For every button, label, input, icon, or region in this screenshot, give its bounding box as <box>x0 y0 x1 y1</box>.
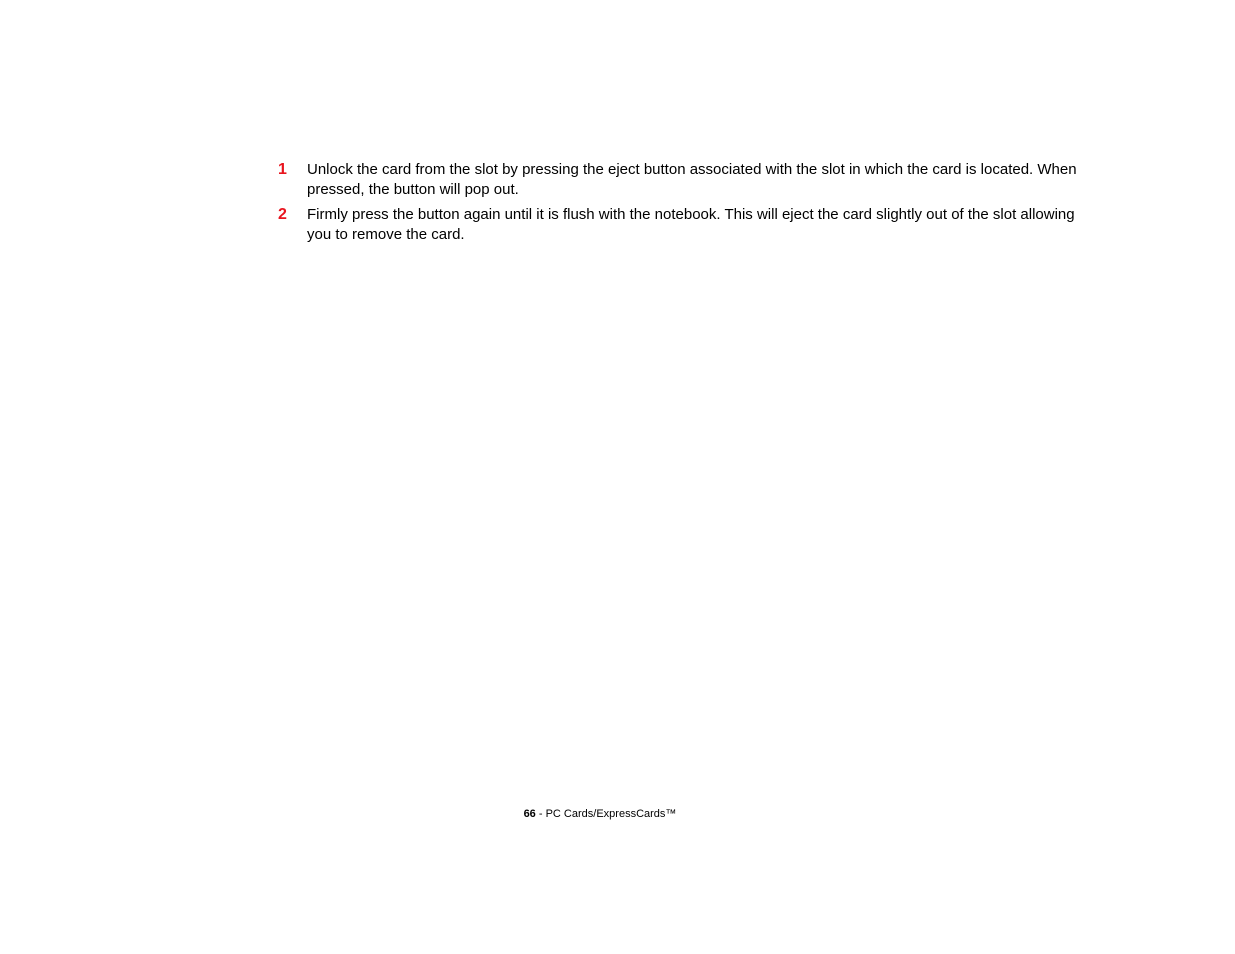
step-number: 2 <box>278 206 287 223</box>
section-title: PC Cards/ExpressCards™ <box>545 808 677 820</box>
footer-separator: - <box>535 808 546 820</box>
step-item <box>278 160 1078 200</box>
step-text: Firmly press the button again until it is flush with the notebook. This will eject the card slightly out of the slot allowing you to remove the card. <box>307 206 1075 243</box>
page-number: 66 <box>523 808 536 820</box>
step-text: Unlock the card from the slot by pressing the eject button associated with the slot in which the card is located. When pressed, the button will pop out. <box>307 161 1077 198</box>
step-item <box>278 205 1078 245</box>
page-footer <box>0 807 1200 821</box>
instruction-steps <box>278 160 1078 250</box>
step-number: 1 <box>278 161 287 178</box>
